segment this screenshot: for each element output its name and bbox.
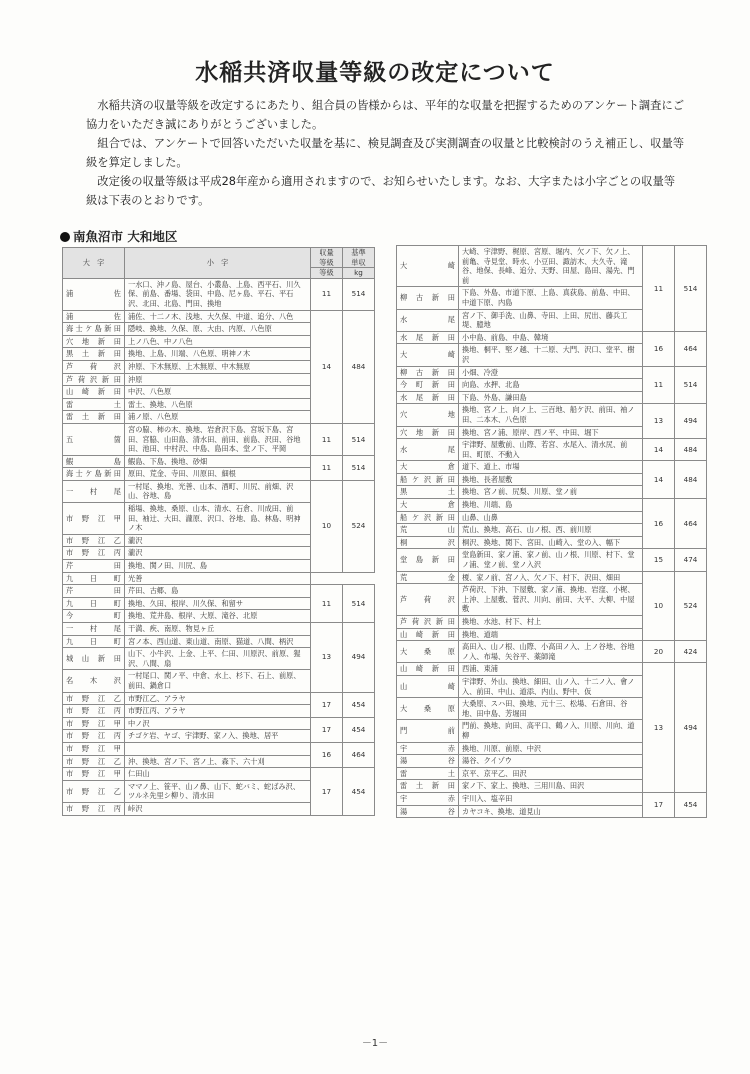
- koaza-cell: 芦荷沢、下沖、下屋敷、家ノ浦、換地、岩窪、小梶、上沖、上屋敷、菅沢、川向、前田、大平、大柳、中屋敷: [459, 584, 643, 616]
- grade-cell: 17: [311, 717, 343, 742]
- header-yield-unit: kg: [343, 268, 375, 279]
- koaza-cell: 換地、水池、村下、村上: [459, 616, 643, 629]
- koaza-cell: 市野江丙、アラヤ: [125, 705, 311, 718]
- koaza-cell: 浦ノ原、八色原: [125, 411, 311, 424]
- oaza-cell: 市野江乙: [63, 755, 125, 768]
- oaza-cell: 九日町: [63, 572, 125, 585]
- koaza-cell: 下島、外島、謙田島: [459, 391, 643, 404]
- oaza-cell: 水尾: [397, 439, 459, 461]
- koaza-cell: 大桑原、スハ田、換地、元十三、松場、石倉田、谷地、田中島、芳堀田: [459, 698, 643, 720]
- intro-paragraph: 水稲共済の収量等級を改定するにあたり、組合員の皆様からは、平年的な収量を把握するためのアンケート調査にご協力をいただき誠にありがとうございました。: [86, 99, 685, 131]
- table-row: [397, 792, 707, 805]
- oaza-cell: 今町: [63, 610, 125, 623]
- oaza-cell: 芹田: [63, 560, 125, 573]
- header-grade-line: 収量: [319, 248, 334, 257]
- grade-cell: 13: [311, 623, 343, 693]
- koaza-cell: 宮ノ下、御手洗、山鼻、寺田、上田、尻出、藤兵工堤、臆地: [459, 309, 643, 331]
- koaza-cell: 雷土、換地、八色原: [125, 398, 311, 411]
- yield-cell: 454: [343, 768, 375, 815]
- grade-cell: 14: [643, 439, 675, 461]
- oaza-cell: 浦佐: [63, 278, 125, 310]
- oaza-cell: 九日町: [63, 635, 125, 648]
- oaza-cell: 芦荷沢: [63, 360, 125, 373]
- koaza-cell: 換地、川原、前原、中沢: [459, 742, 643, 755]
- koaza-cell: 換地、川端、島: [459, 499, 643, 512]
- grade-cell: 11: [311, 585, 343, 623]
- koaza-cell: 山鼻、山鼻: [459, 511, 643, 524]
- yield-cell: 464: [675, 331, 707, 366]
- oaza-cell: 海士ケ島新田: [63, 468, 125, 481]
- koaza-cell: 瀧沢: [125, 534, 311, 547]
- koaza-cell: 上ノ八色、中ノ八色: [125, 335, 311, 348]
- grade-cell: 10: [311, 480, 343, 572]
- grade-cell: 15: [643, 549, 675, 571]
- grade-cell: 16: [643, 331, 675, 366]
- grade-cell: 11: [643, 246, 675, 332]
- yield-cell: 484: [343, 310, 375, 423]
- koaza-cell: 門前、換地、向田、高平口、鶴ノ入、川原、川向、道柳: [459, 720, 643, 742]
- header-grade-unit: 等級: [311, 268, 343, 279]
- oaza-cell: 穴地新田: [397, 426, 459, 439]
- section-heading: [60, 229, 177, 245]
- koaza-cell: 換地、久田、根岸、川久保、和留サ: [125, 597, 311, 610]
- oaza-cell: 市野江乙: [63, 780, 125, 802]
- table-row: [397, 663, 707, 676]
- grade-cell: 14: [643, 461, 675, 499]
- yield-cell: 514: [343, 278, 375, 310]
- koaza-cell: 換地、道端: [459, 628, 643, 641]
- grade-cell: 20: [643, 641, 675, 663]
- yield-cell: 474: [675, 549, 707, 571]
- yield-cell: 514: [343, 455, 375, 480]
- koaza-cell: 仁田山: [125, 768, 311, 781]
- koaza-cell: 鰕島、下島、換地、砂畑: [125, 455, 311, 468]
- yield-cell: 494: [675, 404, 707, 439]
- koaza-cell: 小中島、前島、中島、韓境: [459, 331, 643, 344]
- intro-paragraph: 改定後の収量等級は平成28年産から適用されますので、お知らせいたします。なお、大字または小字ごとの収量等級は下表のとおりです。: [86, 175, 676, 207]
- oaza-cell: 大桑原: [397, 641, 459, 663]
- oaza-cell: 九日町: [63, 597, 125, 610]
- yield-cell: 514: [675, 366, 707, 404]
- koaza-cell: 宇川入、塩辛田: [459, 792, 643, 805]
- oaza-cell: 市野江丙: [63, 730, 125, 743]
- koaza-cell: 峠沢: [125, 802, 311, 815]
- table-row: [63, 423, 375, 455]
- oaza-cell: 大崎: [397, 246, 459, 287]
- table-row: [63, 768, 375, 781]
- oaza-cell: 荒金: [397, 571, 459, 584]
- koaza-cell: カヤコキ、換地、道見山: [459, 805, 643, 818]
- yield-cell: 464: [343, 742, 375, 767]
- oaza-cell: 市野江丙: [63, 547, 125, 560]
- koaza-cell: 沖原: [125, 373, 311, 386]
- oaza-cell: 雷土新田: [63, 411, 125, 424]
- grade-cell: 14: [311, 310, 343, 423]
- oaza-cell: 今町新田: [397, 379, 459, 392]
- koaza-cell: 下島、外島、市道下原、上島、真荻島、前島、中田、中道下原、内島: [459, 287, 643, 309]
- oaza-cell: 五箇: [63, 423, 125, 455]
- koaza-cell: 隠岐、換地、久保、原、大由、内原、八色原: [125, 323, 311, 336]
- oaza-cell: 山崎新田: [63, 386, 125, 399]
- yield-cell: 524: [343, 480, 375, 572]
- oaza-cell: 雷土新田: [397, 780, 459, 793]
- table-row: [397, 331, 707, 344]
- oaza-cell: 山崎新田: [397, 663, 459, 676]
- table-row: [397, 549, 707, 571]
- koaza-cell: 市野江乙、アラヤ: [125, 692, 311, 705]
- oaza-cell: 芦荷沢新田: [397, 616, 459, 629]
- table-row: [63, 310, 375, 323]
- koaza-cell: 湯谷、クイゾウ: [459, 755, 643, 768]
- koaza-cell: 宇津野、屋敷前、山際、若宮、水尾入、清水尻、前田、町原、不動入: [459, 439, 643, 461]
- yield-cell: 454: [343, 692, 375, 717]
- table-row: [397, 404, 707, 426]
- koaza-cell: 小畑、冷澄: [459, 366, 643, 379]
- koaza-cell: 山下、小牛沢、上金、上平、仁田、川原沢、前原、猩沢、八間、扇: [125, 648, 311, 670]
- table-row: [397, 499, 707, 512]
- oaza-cell: 湯谷: [397, 805, 459, 818]
- yield-cell: 494: [675, 663, 707, 793]
- koaza-cell: 一村尾口、関ノ平、中倉、水上、杉下、石上、前原、前田、鍋倉口: [125, 670, 311, 692]
- table-row: [63, 717, 375, 730]
- oaza-cell: 堂島新田: [397, 549, 459, 571]
- oaza-cell: 市野江甲: [63, 503, 125, 535]
- oaza-cell: 水尾: [397, 309, 459, 331]
- grade-cell: 11: [311, 423, 343, 455]
- oaza-cell: 芦荷沢新田: [63, 373, 125, 386]
- oaza-cell: 市野江丙: [63, 802, 125, 815]
- yield-cell: 484: [675, 461, 707, 499]
- koaza-cell: 荒山、換地、高石、山ノ根、西、前川原: [459, 524, 643, 537]
- oaza-cell: 市野江丙: [63, 705, 125, 718]
- header-row: [63, 248, 375, 268]
- grade-cell: 11: [311, 455, 343, 480]
- yield-cell: 454: [343, 717, 375, 742]
- oaza-cell: 市野江甲: [63, 717, 125, 730]
- koaza-cell: 大崎、宇津野、梶原、宮原、堀内、欠ノ下、欠ノ上、前亀、寺見堂、時水、小豆田、諏訪木、大久寺、滝谷、地保、長峰、追分、天野、田屋、島田、湯先、門前: [459, 246, 643, 287]
- oaza-cell: 船ケ沢新田: [397, 473, 459, 486]
- header-yield-line: 基準: [351, 248, 366, 257]
- koaza-cell: 京平、京平乙、田沢: [459, 767, 643, 780]
- grade-table-right: [396, 245, 707, 818]
- oaza-cell: 水尾新田: [397, 391, 459, 404]
- oaza-cell: 芹田: [63, 585, 125, 598]
- yield-cell: 514: [343, 423, 375, 455]
- table-row: [397, 246, 707, 287]
- koaza-cell: 榎、家ノ前、宮ノ入、欠ノ下、村下、沢田、畑田: [459, 571, 643, 584]
- oaza-cell: 市野江甲: [63, 742, 125, 755]
- yield-cell: 454: [675, 792, 707, 817]
- grade-cell: 16: [643, 499, 675, 549]
- grade-cell: 11: [311, 278, 343, 310]
- koaza-cell: 桐沢、換地、関下、宮田、山崎入、堂の入、幅下: [459, 536, 643, 549]
- koaza-cell: 中ノ沢: [125, 717, 311, 730]
- table-row: [397, 571, 707, 584]
- grade-cell: 13: [643, 663, 675, 793]
- oaza-cell: 雷土: [397, 767, 459, 780]
- grade-cell: 17: [311, 768, 343, 815]
- grade-cell: 17: [643, 792, 675, 817]
- grade-cell: 17: [311, 692, 343, 717]
- table-row: [63, 623, 375, 636]
- yield-cell: 424: [675, 641, 707, 663]
- oaza-cell: 大倉: [397, 461, 459, 474]
- oaza-cell: 穴地: [397, 404, 459, 426]
- koaza-cell: 中沢、八色原: [125, 386, 311, 399]
- oaza-cell: 海士ケ島新田: [63, 323, 125, 336]
- oaza-cell: 水尾新田: [397, 331, 459, 344]
- table-row: [63, 278, 375, 310]
- oaza-cell: 荒山: [397, 524, 459, 537]
- oaza-cell: 浦佐: [63, 310, 125, 323]
- koaza-cell: 瀧沢: [125, 547, 311, 560]
- oaza-cell: 大崎: [397, 344, 459, 366]
- table-row: [397, 366, 707, 379]
- koaza-cell: 換地、上島、川端、八色原、明神ノ木: [125, 348, 311, 361]
- koaza-cell: 浦佐、十二ノ木、浅地、大久保、中道、追分、八色: [125, 310, 311, 323]
- oaza-cell: 黒土新田: [63, 348, 125, 361]
- oaza-cell: 一村尾: [63, 623, 125, 636]
- koaza-cell: 換地、長者屋敷: [459, 473, 643, 486]
- section-title: 南魚沼市 大和地区: [73, 229, 178, 244]
- oaza-cell: 山崎新田: [397, 628, 459, 641]
- oaza-cell: 大桑原: [397, 698, 459, 720]
- table-row: [63, 742, 375, 755]
- koaza-cell: 堂島新田、家ノ浦、家ノ前、山ノ根、川原、村下、堂ノ浦、堂ノ前、堂ノ入沢: [459, 549, 643, 571]
- yield-cell: 494: [343, 623, 375, 693]
- header-koaza: 小 字: [125, 248, 311, 279]
- intro-paragraph: 組合では、アンケートで回答いただいた収量を基に、検見調査及び実測調査の収量と比較検討のうえ補正し、収量等級を算定しました。: [86, 137, 685, 169]
- koaza-cell: 宇津野、外山、換地、細田、山ノ入、十二ノ入、會ノ入、前田、中山、道添、内山、野中、仮: [459, 675, 643, 697]
- grade-cell: 16: [311, 742, 343, 767]
- oaza-cell: 桐沢: [397, 536, 459, 549]
- oaza-cell: 船ケ沢新田: [397, 511, 459, 524]
- grade-cell: 10: [643, 571, 675, 641]
- koaza-cell: 換地、桐平、堅ノ越、十二原、大門、沢口、堂平、樹沢: [459, 344, 643, 366]
- header-yield-line: 単収: [351, 257, 366, 267]
- koaza-cell: 宮の脇、柿の木、換地、岩倉沢下島、宮坂下島、宮田、宮脇、山田島、清水田、前田、前島、沢田、谷地田、池田、中村沢、中島、島田本、堂ノ下、平岡: [125, 423, 311, 455]
- oaza-cell: 柳古新田: [397, 366, 459, 379]
- page-number: －1－: [361, 1038, 389, 1049]
- koaza-cell: 芹田、古郷、島: [125, 585, 311, 598]
- oaza-cell: 宇赤: [397, 792, 459, 805]
- grade-table-left: [62, 247, 375, 816]
- oaza-cell: 鰕島: [63, 455, 125, 468]
- table-row: [63, 692, 375, 705]
- oaza-cell: 黒土: [397, 486, 459, 499]
- oaza-cell: 一村尾: [63, 480, 125, 502]
- yield-cell: 464: [675, 499, 707, 549]
- koaza-cell: 換地、関ノ田、川尻、島: [125, 560, 311, 573]
- table-row: [63, 585, 375, 598]
- koaza-cell: 稲場、換地、桑原、山本、清水、石倉、川成田、前田、袖辻、大田、瀧原、沢口、谷地、島、林島、明神ノ木: [125, 503, 311, 535]
- koaza-cell: [125, 742, 311, 755]
- table-row: [397, 641, 707, 663]
- oaza-cell: 市野江乙: [63, 534, 125, 547]
- koaza-cell: 換地、宮ノ前、尻梨、川原、堂ノ前: [459, 486, 643, 499]
- koaza-cell: 換地、荒井島、根岸、大原、滝谷、北原: [125, 610, 311, 623]
- table-row: [63, 480, 375, 502]
- oaza-cell: 山崎: [397, 675, 459, 697]
- koaza-cell: 沖、換地、宮ノ下、宮ノ上、森下、六十刈: [125, 755, 311, 768]
- table-row: [63, 455, 375, 468]
- oaza-cell: 市野江甲: [63, 768, 125, 781]
- oaza-cell: 大倉: [397, 499, 459, 512]
- oaza-cell: 雷土: [63, 398, 125, 411]
- koaza-cell: 高田入、山ノ根、山際、小高田ノ入、上ノ谷地、谷地ノ入、布場、矢谷平、薬師滝: [459, 641, 643, 663]
- header-grade: [311, 248, 343, 268]
- yield-cell: 484: [675, 439, 707, 461]
- koaza-cell: 宮ノ本、西山道、東山道、南原、猫道、八間、柄沢: [125, 635, 311, 648]
- oaza-cell: 名木沢: [63, 670, 125, 692]
- oaza-cell: 湯谷: [397, 755, 459, 768]
- yield-cell: 514: [675, 246, 707, 332]
- koaza-cell: 向島、水押、北島: [459, 379, 643, 392]
- yield-cell: 514: [343, 585, 375, 623]
- header-oaza: 大 字: [63, 248, 125, 279]
- oaza-cell: 芦荷沢: [397, 584, 459, 616]
- koaza-cell: チゴケ岩、ヤゴ、宇津野、家ノ入、換地、居平: [125, 730, 311, 743]
- koaza-cell: 換地、宮ノ浦、原岸、西ノ平、中田、堀下: [459, 426, 643, 439]
- koaza-cell: 一水口、沖ノ島、屋台、小叢島、上島、西平石、川久保、前島、番場、袋田、中島、尼ヶ島、平石、平石沢、北田、北島、門田、換地: [125, 278, 311, 310]
- intro-text: [86, 96, 686, 210]
- koaza-cell: 原田、荒金、寺田、川原田、細根: [125, 468, 311, 481]
- grade-cell: 13: [643, 404, 675, 439]
- yield-cell: 524: [675, 571, 707, 641]
- oaza-cell: 門前: [397, 720, 459, 742]
- oaza-cell: 柳古新田: [397, 287, 459, 309]
- oaza-cell: 宇赤: [397, 742, 459, 755]
- table-row: [397, 439, 707, 461]
- header-yield: [343, 248, 375, 268]
- koaza-cell: 西浦、東浦: [459, 663, 643, 676]
- koaza-cell: 家ノ下、家上、換地、三用川島、田沢: [459, 780, 643, 793]
- page-title: 水稲共済収量等級の改定について: [195, 60, 555, 86]
- oaza-cell: 市野江乙: [63, 692, 125, 705]
- koaza-cell: 沖原、下木無原、上木無原、中木無原: [125, 360, 311, 373]
- koaza-cell: 干満、疾、南原、物見ヶ丘: [125, 623, 311, 636]
- koaza-cell: ママノ上、笹平、山ノ鼻、山下、蛇バミ、蛇ばみ沢、ツルネ先里シ柳り、清水田: [125, 780, 311, 802]
- koaza-cell: 光善: [125, 572, 311, 585]
- table-row: [63, 572, 375, 585]
- grade-cell: 11: [643, 366, 675, 404]
- koaza-cell: 換地、宮ノ上、向ノ上、三百地、船ケ沢、前田、袖ノ田、二本木、八色原: [459, 404, 643, 426]
- bullet-icon: [60, 232, 70, 242]
- koaza-cell: 道下、道上、市場: [459, 461, 643, 474]
- oaza-cell: 穴地新田: [63, 335, 125, 348]
- oaza-cell: 城山新田: [63, 648, 125, 670]
- koaza-cell: 一村尾、換地、光善、山本、酒町、川尻、前畑、沢山、谷地、島: [125, 480, 311, 502]
- table-row: [397, 461, 707, 474]
- header-grade-line: 等級: [319, 257, 334, 267]
